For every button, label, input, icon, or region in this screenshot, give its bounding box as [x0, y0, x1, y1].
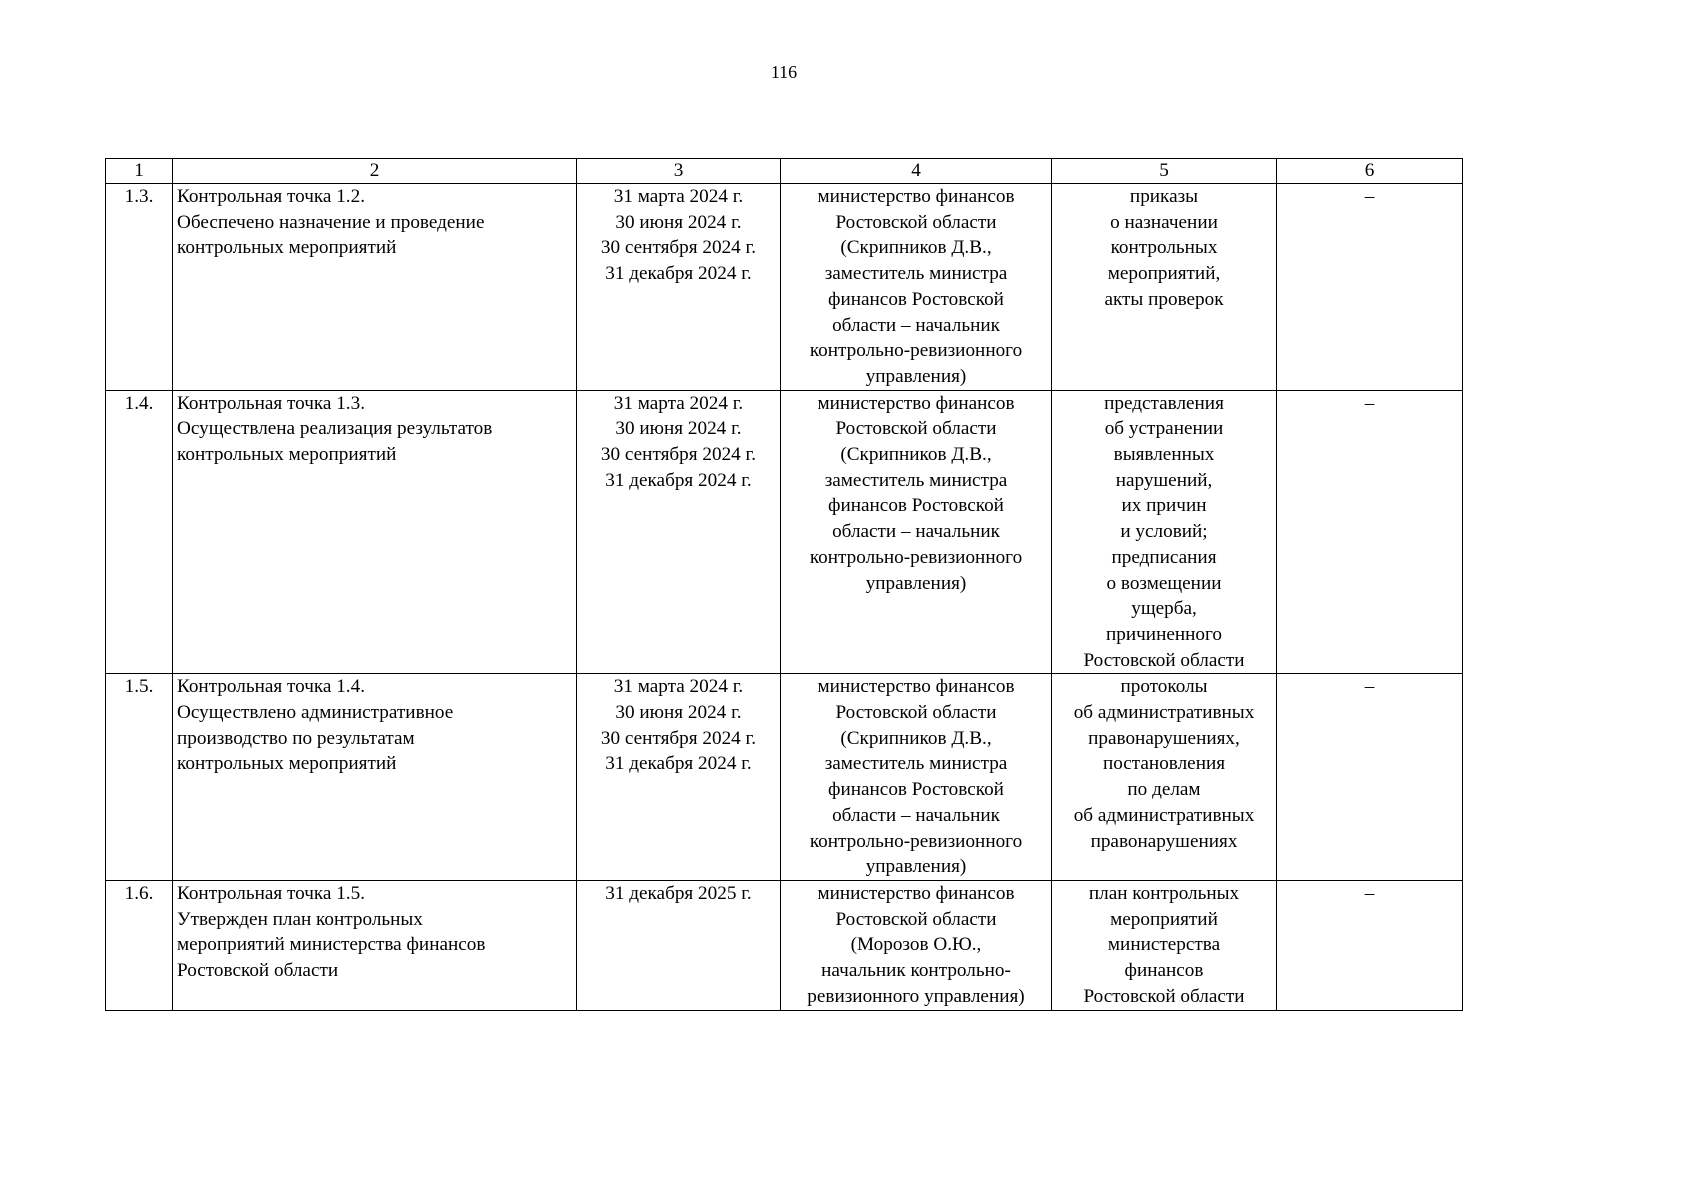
due-dates-cell — [577, 390, 781, 674]
control-point-name-line: Контрольная точка 1.3. — [177, 392, 365, 414]
confirming-documents-line: их причин — [1121, 495, 1207, 517]
responsible-executor-cell — [781, 184, 1052, 391]
responsible-executor-line: (Морозов О.Ю., — [850, 934, 982, 956]
due-dates-line: 31 декабря 2025 г. — [605, 882, 752, 904]
responsible-executor-cell — [781, 390, 1052, 674]
row-number-cell: 1.6. — [106, 880, 173, 1010]
confirming-documents-line: и условий; — [1120, 521, 1208, 543]
responsible-executor-line: министерство финансов — [817, 676, 1015, 698]
table-header-row — [106, 159, 1463, 184]
confirming-documents-line: приказы — [1129, 186, 1199, 207]
confirming-documents-line: нарушений, — [1115, 469, 1213, 491]
table-row — [106, 674, 1463, 881]
responsible-executor-line: контрольно-ревизионного — [809, 340, 1023, 362]
responsible-executor-line: управления) — [865, 365, 967, 387]
due-dates-line: 31 декабря 2024 г. — [605, 263, 752, 285]
responsible-executor-cell — [781, 674, 1052, 881]
control-point-name-line: контрольных мероприятий — [177, 237, 397, 259]
note-cell: – — [1277, 390, 1463, 674]
confirming-documents-line: правонарушениях — [1090, 830, 1238, 852]
note-cell: – — [1277, 674, 1463, 881]
confirming-documents-line: об устранении — [1104, 418, 1224, 440]
responsible-executor-line: финансов Ростовской — [828, 288, 1004, 310]
responsible-executor-line: (Скрипников Д.В., — [840, 444, 992, 466]
control-point-name-cell — [173, 184, 577, 391]
confirming-documents-line: протоколы — [1120, 676, 1208, 698]
due-dates-line: 30 июня 2024 г. — [615, 418, 742, 440]
table-row — [106, 184, 1463, 391]
control-point-name-line: Осуществлено административное — [177, 702, 454, 724]
control-point-name-cell — [173, 880, 577, 1010]
control-point-name-cell — [173, 674, 577, 881]
column-header: 3 — [577, 159, 781, 184]
confirming-documents-line: Ростовской области — [1083, 985, 1245, 1007]
confirming-documents-line: об административных — [1073, 804, 1255, 826]
confirming-documents-line: о назначении — [1110, 211, 1218, 233]
confirming-documents-line: ущерба, — [1131, 598, 1197, 620]
responsible-executor-line: Ростовской области — [835, 418, 997, 440]
control-point-name-line: Ростовской области — [177, 960, 339, 982]
confirming-documents-line: правонарушениях, — [1088, 727, 1240, 749]
responsible-executor-line: ревизионного управления) — [807, 985, 1025, 1007]
column-header: 4 — [781, 159, 1052, 184]
due-dates-line: 31 марта 2024 г. — [613, 676, 744, 698]
responsible-executor-line: заместитель министра — [824, 263, 1008, 285]
due-dates-line: 31 марта 2024 г. — [613, 186, 744, 207]
confirming-documents-cell — [1052, 674, 1277, 881]
responsible-executor-line: (Скрипников Д.В., — [840, 237, 992, 259]
due-dates-cell — [577, 880, 781, 1010]
control-point-name-line: Контрольная точка 1.4. — [177, 676, 365, 698]
row-number-cell: 1.3. — [106, 184, 173, 391]
confirming-documents-line: акты проверок — [1104, 288, 1224, 310]
responsible-executor-line: Ростовской области — [835, 908, 997, 930]
confirming-documents-line: финансов — [1124, 960, 1204, 982]
due-dates-line: 30 сентября 2024 г. — [600, 727, 757, 749]
responsible-executor-line: министерство финансов — [817, 392, 1015, 414]
confirming-documents-line: Ростовской области — [1083, 649, 1245, 671]
responsible-executor-line: управления) — [865, 572, 967, 594]
confirming-documents-line: выявленных — [1113, 444, 1215, 466]
control-point-name-line: Контрольная точка 1.2. — [177, 186, 365, 207]
row-number-cell: 1.4. — [106, 390, 173, 674]
responsible-executor-line: заместитель министра — [824, 753, 1008, 775]
responsible-executor-line: министерство финансов — [817, 882, 1015, 904]
control-point-name-line: Контрольная точка 1.5. — [177, 882, 365, 904]
confirming-documents-line: контрольных — [1110, 237, 1218, 259]
note-cell: – — [1277, 880, 1463, 1010]
confirming-documents-cell — [1052, 390, 1277, 674]
control-point-name-line: мероприятий министерства финансов — [177, 934, 486, 956]
responsible-executor-line: финансов Ростовской — [828, 495, 1004, 517]
responsible-executor-line: управления) — [865, 856, 967, 878]
control-point-name-line: контрольных мероприятий — [177, 444, 397, 466]
responsible-executor-line: начальник контрольно- — [821, 960, 1011, 982]
responsible-executor-line: финансов Ростовской — [828, 779, 1004, 801]
control-points-table — [105, 158, 1463, 1011]
responsible-executor-cell — [781, 880, 1052, 1010]
confirming-documents-cell — [1052, 880, 1277, 1010]
confirming-documents-cell — [1052, 184, 1277, 391]
confirming-documents-line: план контрольных — [1088, 882, 1240, 904]
column-header: 1 — [106, 159, 173, 184]
confirming-documents-line: по делам — [1127, 779, 1201, 801]
due-dates-line: 30 сентября 2024 г. — [600, 237, 757, 259]
confirming-documents-line: о возмещении — [1106, 572, 1222, 594]
responsible-executor-line: области – начальник — [832, 521, 1000, 543]
table-row — [106, 390, 1463, 674]
confirming-documents-line: предписания — [1111, 546, 1217, 568]
responsible-executor-line: Ростовской области — [835, 702, 997, 724]
responsible-executor-line: области – начальник — [832, 804, 1000, 826]
due-dates-line: 31 декабря 2024 г. — [605, 469, 752, 491]
due-dates-cell — [577, 184, 781, 391]
confirming-documents-line: постановления — [1102, 753, 1226, 775]
table-row — [106, 880, 1463, 1010]
control-point-name-line: Обеспечено назначение и проведение — [177, 211, 485, 233]
note-cell: – — [1277, 184, 1463, 391]
responsible-executor-line: (Скрипников Д.В., — [840, 727, 992, 749]
confirming-documents-line: причиненного — [1106, 623, 1222, 645]
column-header: 6 — [1277, 159, 1463, 184]
control-point-name-cell — [173, 390, 577, 674]
responsible-executor-line: контрольно-ревизионного — [809, 546, 1023, 568]
due-dates-cell — [577, 674, 781, 881]
responsible-executor-line: контрольно-ревизионного — [809, 830, 1023, 852]
responsible-executor-line: заместитель министра — [824, 469, 1008, 491]
column-header: 2 — [173, 159, 577, 184]
column-header: 5 — [1052, 159, 1277, 184]
due-dates-line: 31 декабря 2024 г. — [605, 753, 752, 775]
confirming-documents-line: мероприятий — [1110, 908, 1218, 930]
page-number: 116 — [770, 62, 798, 82]
control-point-name-line: Осуществлена реализация результатов — [177, 418, 493, 440]
confirming-documents-line: министерства — [1107, 934, 1221, 956]
responsible-executor-line: министерство финансов — [817, 186, 1015, 207]
due-dates-line: 30 июня 2024 г. — [615, 211, 742, 233]
row-number-cell: 1.5. — [106, 674, 173, 881]
due-dates-line: 30 сентября 2024 г. — [600, 444, 757, 466]
control-point-name-line: производство по результатам — [177, 727, 415, 749]
confirming-documents-line: представления — [1104, 392, 1224, 414]
control-point-name-line: контрольных мероприятий — [177, 753, 397, 775]
control-point-name-line: Утвержден план контрольных — [177, 908, 423, 930]
due-dates-line: 30 июня 2024 г. — [615, 702, 742, 724]
responsible-executor-line: области – начальник — [832, 314, 1000, 336]
confirming-documents-line: мероприятий, — [1107, 263, 1221, 285]
due-dates-line: 31 марта 2024 г. — [613, 392, 744, 414]
responsible-executor-line: Ростовской области — [835, 211, 997, 233]
confirming-documents-line: об административных — [1073, 702, 1255, 724]
